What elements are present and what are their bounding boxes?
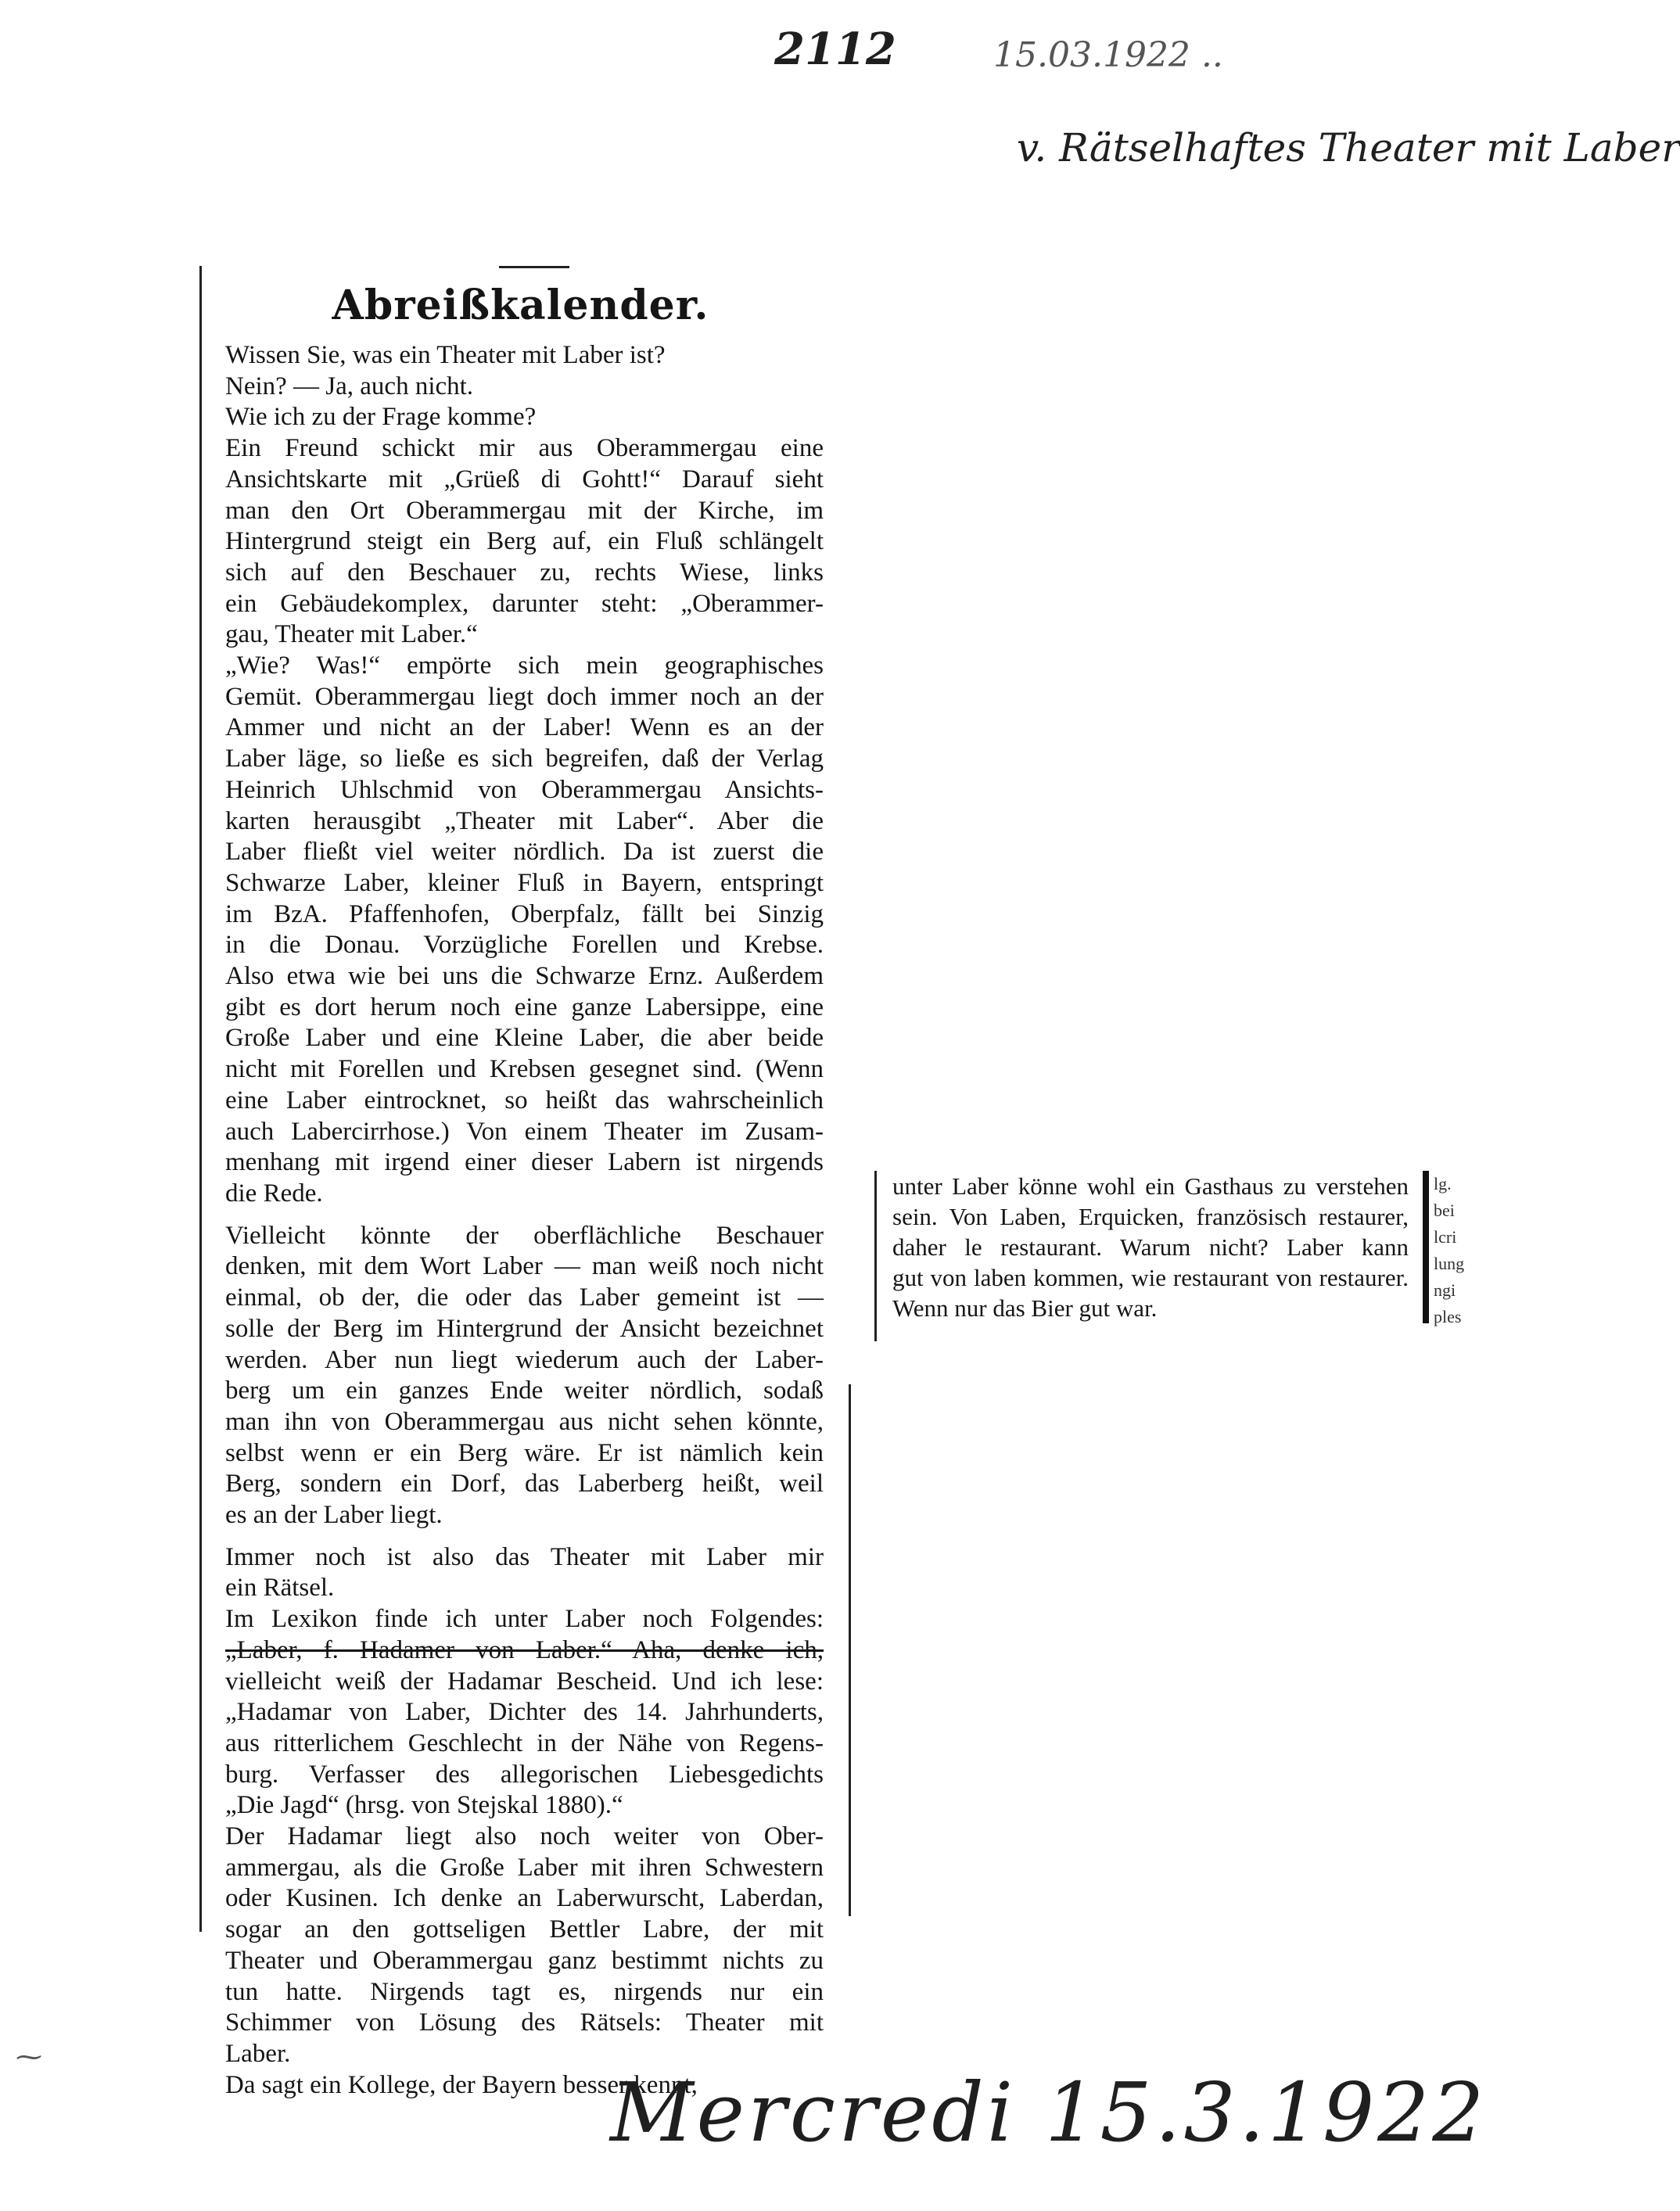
article-line: Laber. — [225, 2039, 291, 2068]
article-line: „Laber, f. Hadamer von Laber.“ Aha, denke ich, — [225, 1635, 824, 1664]
article-line: ein Gebäudekomplex, darunter steht: „Oberammer- — [225, 589, 824, 618]
article-clipping-main — [199, 266, 839, 2099]
article-line: Heinrich Uhlschmid von Oberammergau Ansichts- — [225, 775, 824, 804]
article-line: Also etwa wie bei uns die Schwarze Ernz. Außerdem — [225, 962, 824, 991]
article-line: vielleicht weiß der Hadamar Bescheid. Und ich lese: — [225, 1667, 824, 1696]
article-line: Hintergrund steigt ein Berg auf, ein Fluß schlängelt — [225, 527, 824, 556]
article-line: Ein Freund schickt mir aus Oberammergau eine — [225, 434, 824, 463]
article-line: es an der Laber liegt. — [225, 1501, 443, 1530]
handwritten-date-bottom: Mercredi 15.3.1922 — [610, 2065, 1488, 2160]
article-line: gibt es dort herum noch eine ganze Labersippe, eine — [225, 992, 824, 1021]
continuation-line: Wenn nur das Bier gut war. — [892, 1294, 1158, 1322]
article-line: ammergau, als die Große Laber mit ihren Schwestern — [225, 1853, 824, 1882]
article-line: Im Lexikon finde ich unter Laber noch Folgendes: — [225, 1605, 824, 1634]
article-line: menhang mit irgend einer dieser Labern ist nirgends — [225, 1148, 824, 1177]
cut-off-neighbor-text — [1434, 1171, 1464, 1330]
cut-off-fragment: bei — [1434, 1201, 1455, 1220]
article-line: solle der Berg im Hintergrund der Ansicht bezeichnet — [225, 1314, 824, 1343]
article-line: karten herausgibt „Theater mit Laber“. Aber die — [225, 806, 824, 835]
article-line: berg um ein ganzes Ende weiter nördlich, sodaß — [225, 1376, 824, 1405]
article-line: Berg, sondern ein Dorf, das Laberberg heißt, weil — [225, 1470, 824, 1499]
article-body-column-1 — [225, 340, 824, 2101]
article-line: Da sagt ein Kollege, der Bayern besser kennt, — [225, 2070, 698, 2099]
article-line: burg. Verfasser des allegorischen Liebesgedichts — [225, 1760, 824, 1789]
cut-off-fragment: lcri — [1434, 1227, 1457, 1247]
article-line: sich auf den Beschauer zu, rechts Wiese, links — [225, 558, 824, 587]
article-line: im BzA. Pfaffenhofen, Oberpfalz, fällt bei Sinzig — [225, 899, 824, 928]
title-rule — [499, 266, 569, 268]
article-line: Vielleicht könnte der oberflächliche Beschauer — [225, 1221, 824, 1250]
article-line: Nein? — Ja, auch nicht. — [225, 371, 474, 400]
article-line: eine Laber eintrocknet, so heißt das wahrscheinlich — [225, 1086, 824, 1114]
article-line: Der Hadamar liegt also noch weiter von Ober- — [225, 1822, 824, 1851]
article-line: Schimmer von Lösung des Rätsels: Theater mit — [225, 2008, 824, 2037]
article-line: auch Labercirrhose.) Von einem Theater im Zusam- — [225, 1117, 824, 1146]
article-line: man den Ort Oberammergau mit der Kirche, im — [225, 496, 824, 525]
clipping-edge-bar — [1423, 1171, 1429, 1323]
handwritten-number: 2112 — [774, 23, 896, 75]
article-line: Immer noch ist also das Theater mit Laber mir — [225, 1542, 824, 1571]
article-line: Laber läge, so ließe es sich begreifen, daß der Verlag — [225, 745, 824, 773]
article-line: Ammer und nicht an der Laber! Wenn es an der — [225, 713, 824, 742]
article-line: gau, Theater mit Laber.“ — [225, 620, 478, 649]
continuation-line: unter Laber könne wohl ein Gasthaus zu verstehen — [892, 1172, 1409, 1200]
handwritten-date-top: 15.03.1922 .. — [993, 35, 1223, 75]
article-line: die Rede. — [225, 1179, 323, 1208]
handwritten-note: v. Rätselhaftes Theater mit Laber — [1017, 125, 1680, 170]
article-line: in die Donau. Vorzügliche Forellen und Krebse. — [225, 931, 824, 960]
paragraph-gap — [225, 1210, 824, 1221]
article-line: werden. Aber nun liegt wiederum auch der Laber- — [225, 1345, 824, 1374]
article-line: Schwarze Laber, kleiner Fluß in Bayern, entspringt — [225, 868, 824, 897]
article-line: Laber fließt viel weiter nördlich. Da ist zuerst die — [225, 838, 824, 867]
article-title: Abreißkalender. — [332, 282, 709, 329]
article-line: tun hatte. Nirgends tagt es, nirgends nur ein — [225, 1977, 824, 2006]
article-line: Ansichtskarte mit „Grüeß di Gohtt!“ Darauf sieht — [225, 465, 824, 494]
article-line: nicht mit Forellen und Krebsen gesegnet sind. (Wenn — [225, 1055, 824, 1084]
cut-off-fragment: ples — [1434, 1307, 1462, 1326]
article-line: selbst wenn er ein Berg wäre. Er ist nämlich kein — [225, 1438, 824, 1467]
column-rule — [849, 1384, 851, 1916]
cut-off-fragment: lg. — [1434, 1174, 1452, 1193]
margin-scribble: ⁓ — [16, 2041, 42, 2073]
article-line: Theater und Oberammergau ganz bestimmt nichts zu — [225, 1946, 824, 1975]
article-line: Wissen Sie, was ein Theater mit Laber ist? — [225, 341, 666, 369]
article-clipping-continuation — [874, 1171, 1502, 1341]
article-line: sogar an den gottseligen Bettler Labre, der mit — [225, 1915, 824, 1944]
article-line: Wie ich zu der Frage komme? — [225, 403, 537, 432]
article-line: man ihn von Oberammergau aus nicht sehen könnte, — [225, 1407, 824, 1436]
continuation-line: sein. Von Laben, Erquicken, französisch restaurer, — [892, 1203, 1409, 1230]
article-body-column-2 — [892, 1171, 1409, 1323]
paragraph-gap — [225, 1531, 824, 1542]
article-line: aus ritterlichem Geschlecht in der Nähe von Regens- — [225, 1728, 824, 1757]
cut-off-fragment: lung — [1434, 1254, 1465, 1273]
cut-off-fragment: ngi — [1434, 1280, 1456, 1300]
article-line: Große Laber und eine Kleine Laber, die aber beide — [225, 1024, 824, 1053]
continuation-line: gut von laben kommen, wie restaurant von restaurer. — [892, 1264, 1409, 1291]
continuation-line: daher le restaurant. Warum nicht? Laber kann — [892, 1233, 1409, 1261]
article-line: einmal, ob der, die oder das Laber gemeint ist — — [225, 1283, 824, 1312]
article-line: denken, mit dem Wort Laber — man weiß noch nicht — [225, 1252, 824, 1281]
article-line: „Die Jagd“ (hrsg. von Stejskal 1880).“ — [225, 1791, 623, 1820]
article-line: oder Kusinen. Ich denke an Laberwurscht, Laberdan, — [225, 1884, 824, 1913]
article-line: Gemüt. Oberammergau liegt doch immer noch an der — [225, 682, 824, 711]
article-line: ein Rätsel. — [225, 1574, 335, 1603]
article-line: „Hadamar von Laber, Dichter des 14. Jahrhunderts, — [225, 1698, 824, 1727]
article-line: „Wie? Was!“ empörte sich mein geographisches — [225, 651, 824, 680]
